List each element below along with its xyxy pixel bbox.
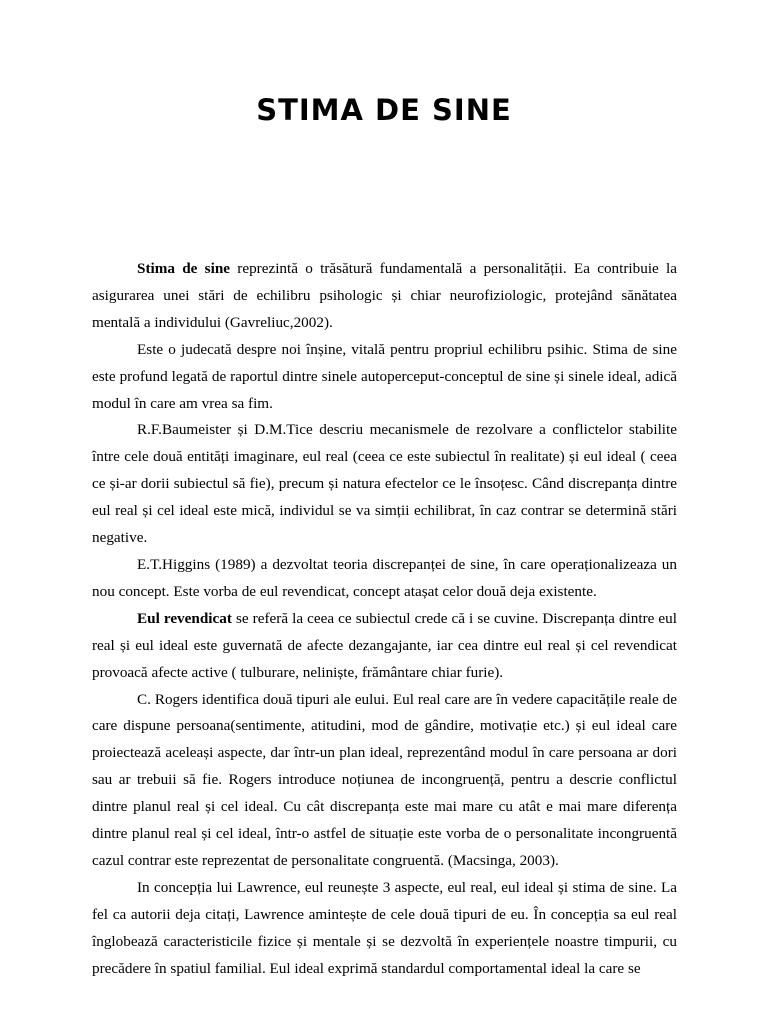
paragraph: [92, 606, 677, 687]
paragraph: [92, 687, 677, 875]
paragraph: [92, 337, 677, 418]
paragraph: [92, 875, 677, 983]
paragraph-lead: Eul revendicat: [137, 609, 232, 627]
paragraph: [92, 256, 677, 337]
paragraph-text: E.T.Higgins (1989) a dezvoltat teoria discrepanței de sine, în care operaționalizeaza un nou concept. Este vorba de eul revendicat, concept atașat celor două deja existente.: [92, 555, 677, 600]
document-body: [92, 256, 677, 982]
paragraph-text: se referă la ceea ce subiectul crede că i se cuvine. Discrepanța dintre eul real și eul ideal este guvernată de afecte dezangajante, iar cea dintre eul real și cel revendicat provoacă afecte active ( tulburare, neliniște, frământare chiar furie).: [92, 609, 677, 681]
paragraph-text: In concepția lui Lawrence, eul reunește 3 aspecte, eul real, eul ideal și stima de sine. La fel ca autorii deja citați, Lawrence amintește de cele două tipuri de eu. În concepția sa eul real înglobează caracteristicile fizice și mentale și se dezvoltă în experiențele noastre timpurii, cu precădere în spatiul familial. Eul ideal exprimă standardul comportamental ideal la care se: [92, 878, 677, 977]
paragraph: [92, 552, 677, 606]
page-title: STIMA DE SINE: [256, 93, 512, 127]
paragraph-text: Este o judecată despre noi înșine, vitală pentru propriul echilibru psihic. Stima de sine este profund legată de raportul dintre sinele autoperceput-conceptul de sine și sinele ideal, adică modul în care am vrea sa fim.: [92, 340, 677, 412]
paragraph-text: C. Rogers identifica două tipuri ale eului. Eul real care are în vedere capacitățile reale de care dispune persoana(sentimente, atitudini, mod de gândire, motivație etc.) și eul ideal care proiectează aceleași aspecte, dar într-un plan ideal, reprezentând modul în care persoana ar dori sau ar trebuii să fie. Rogers introduce noțiunea de incongruență, pentru a descrie conflictul dintre planul real și cel ideal. Cu cât discrepanța este mai mare cu atât e mai mare diferența dintre planul real și cel ideal, într-o astfel de situație este vorba de o personalitate incongruentă cazul contrar este reprezentat de personalitate congruentă. (Macsinga, 2003).: [92, 690, 677, 869]
paragraph: [92, 417, 677, 552]
paragraph-text: R.F.Baumeister și D.M.Tice descriu mecanismele de rezolvare a conflictelor stabilite între cele două entități imaginare, eul real (ceea ce este subiectul în realitate) și eul ideal ( ceea ce și-ar dorii subiectul să fie), precum și natura efectelor ce le însoțesc. Când discrepanța dintre eul real și cel ideal este mică, individul se va simții echilibrat, în caz contrar se determină stări negative.: [92, 421, 677, 547]
paragraph-text: reprezintă o trăsătură fundamentală a personalității. Ea contribuie la asigurarea unei stări de echilibru psihologic și chiar neurofiziologic, protejând sănătatea mentală a individului (Gavreliuc,2002).: [92, 260, 678, 331]
paragraph-lead: Stima de sine: [137, 260, 231, 277]
